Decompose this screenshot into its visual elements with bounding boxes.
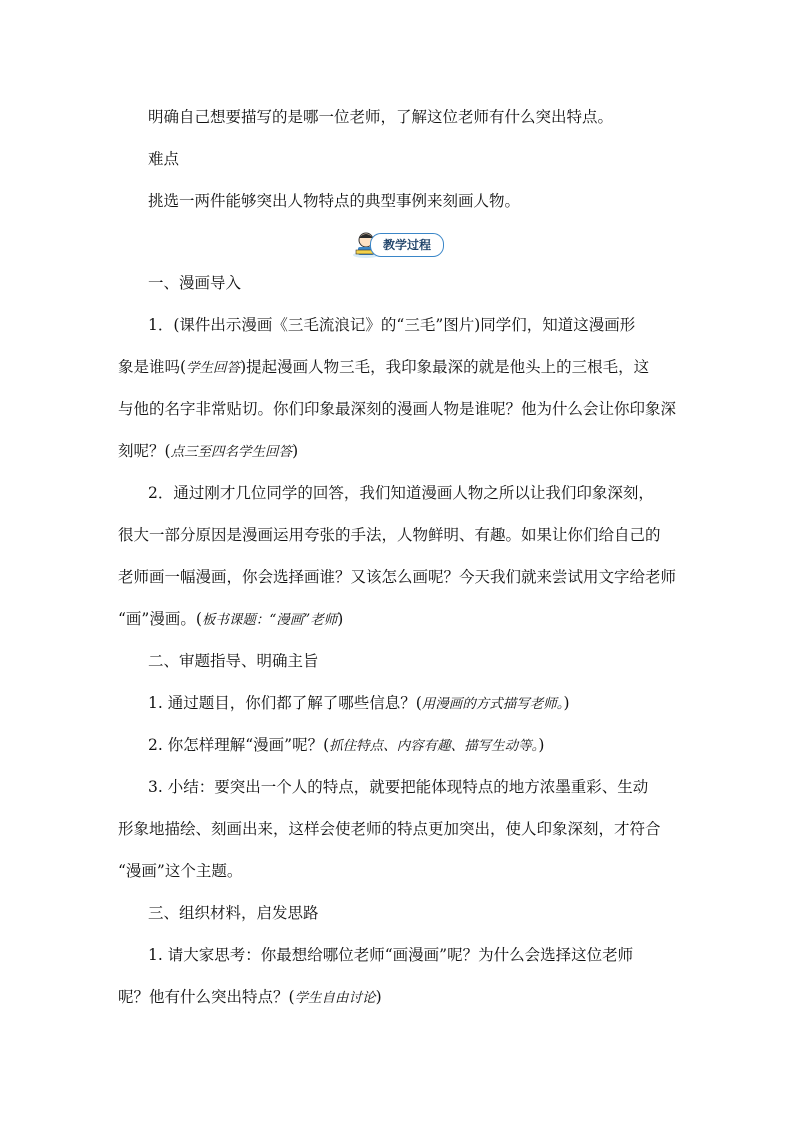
paragraph-2-line-3: 老师画一幅漫画，你会选择画谁？又该怎么画呢？今天我们就来尝试用文字给老师 [118,568,677,586]
question-2: 2. 你怎样理解“漫画”呢？(抓住特点、内容有趣、描写生动等。) [148,736,545,754]
question-1: 1. 通过题目，你们都了解了哪些信息？(用漫画的方式描写老师。) [148,694,570,712]
teaching-process-badge [352,228,444,260]
section-heading-1: 一、漫画导入 [148,274,242,292]
paragraph-2-line-2: 很大一部分原因是漫画运用夸张的手法，人物鲜明、有趣。如果让你们给自己的 [118,526,661,544]
paragraph-2-line-4: “画”漫画。(板书课题：“漫画”老师) [118,610,344,628]
difficulty-text: 挑选一两件能够突出人物特点的典型事例来刻画人物。 [148,192,521,210]
section-heading-3: 三、组织材料，启发思路 [148,904,319,922]
paragraph-1-line-1: 1．(课件出示漫画《三毛流浪记》的“三毛”图片)同学们，知道这漫画形 [148,316,636,334]
difficulty-heading: 难点 [148,150,180,168]
thinking-prompt-line-2: 呢？他有什么突出特点？(学生自由讨论) [118,988,382,1006]
badge-label: 教学过程 [370,233,444,257]
paragraph-1-line-2: 象是谁吗(学生回答)提起漫画人物三毛，我印象最深的就是他头上的三根毛，这 [118,358,650,376]
section-heading-2: 二、审题指导、明确主旨 [148,652,319,670]
summary-line-1: 3. 小结：要突出一个人的特点，就要把能体现特点的地方浓墨重彩、生动 [148,778,649,796]
thinking-prompt-line-1: 1. 请大家思考：你最想给哪位老师“画漫画”呢？为什么会选择这位老师 [148,946,634,964]
paragraph-2-line-1: 2．通过刚才几位同学的回答，我们知道漫画人物之所以让我们印象深刻， [148,484,654,502]
paragraph-1-line-4: 刻呢？(点三至四名学生回答) [118,442,299,460]
summary-line-2: 形象地描绘、刻画出来，这样会使老师的特点更加突出，使人印象深刻，才符合 [118,820,661,838]
key-point-text: 明确自己想要描写的是哪一位老师，了解这位老师有什么突出特点。 [148,108,614,126]
paragraph-1-line-3: 与他的名字非常贴切。你们印象最深刻的漫画人物是谁呢？他为什么会让你印象深 [118,400,677,418]
summary-line-3: “漫画”这个主题。 [118,862,243,880]
